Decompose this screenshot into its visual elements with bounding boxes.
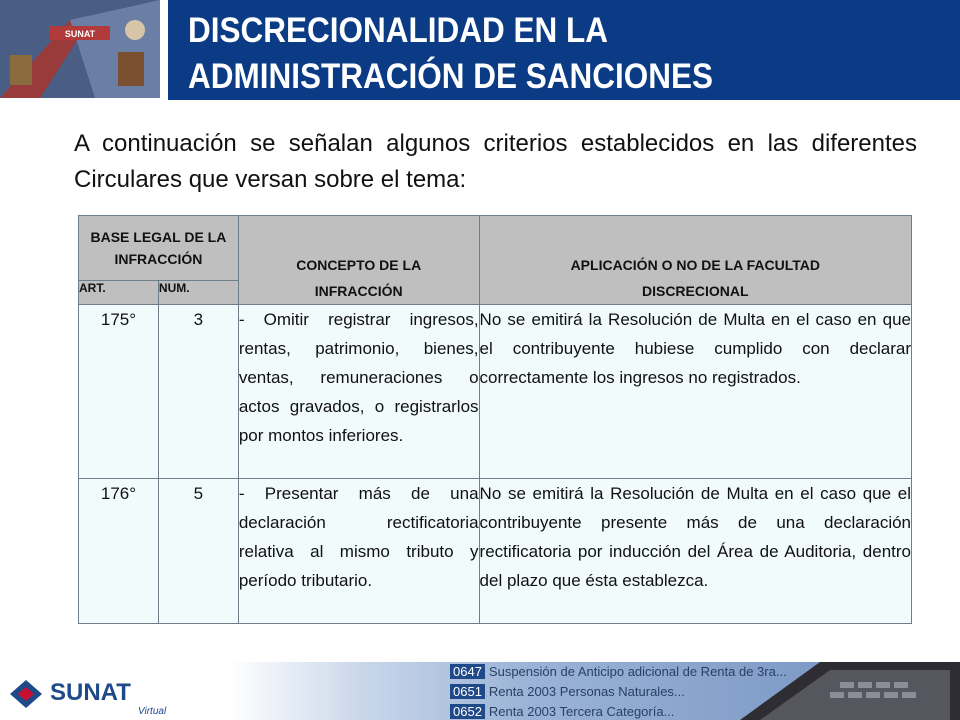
footer-banner [0, 662, 960, 720]
table-row [79, 305, 912, 479]
row-num: 5 [158, 479, 238, 624]
screen-code: 0651 [450, 684, 485, 699]
row-concepto: - Omitir registrar ingresos, rentas, patrimonio, bienes, ventas, remuneraciones o actos gravados, o registrarlos por montos inferiores. [238, 305, 479, 479]
screen-line [450, 684, 685, 699]
screen-text: Suspensión de Anticipo adicional de Renta de 3ra... [488, 664, 787, 679]
header-aplicacion: APLICACIÓN O NO DE LA FACULTAD DISCRECIONAL [479, 216, 911, 305]
screen-code: 0647 [450, 664, 485, 679]
screen-text: Renta 2003 Tercera Categoría... [488, 704, 675, 719]
intro-paragraph: A continuación se señalan algunos criterios establecidos en las diferentes Circulares que versan sobre el tema: [74, 130, 917, 193]
header-num: NUM. [158, 280, 238, 304]
photo-illustration [0, 0, 160, 98]
table-row [79, 479, 912, 624]
row-concepto: - Presentar más de una declaración rectificatoria relativa al mismo tributo y período tributario. [238, 479, 479, 624]
criteria-table [78, 215, 912, 624]
title-line-2: ADMINISTRACIÓN DE SANCIONES [188, 57, 714, 96]
screen-text: Renta 2003 Personas Naturales... [488, 684, 685, 699]
header-art: ART. [79, 280, 159, 304]
logo-subtext: Virtual [138, 706, 167, 716]
row-art: 176° [79, 479, 159, 624]
logo-text: SUNAT [50, 679, 131, 706]
screen-code: 0652 [450, 704, 485, 719]
row-num: 3 [158, 305, 238, 479]
row-aplicacion: No se emitirá la Resolución de Multa en el caso en que el contribuyente hubiese cumplido con declarar correctamente los ingresos no registrados. [479, 305, 911, 479]
row-aplicacion: No se emitirá la Resolución de Multa en el caso que el contribuyente presente más de una declaración rectificatoria por inducción del Área de Auditoria, dentro del plazo que ésta establezca. [479, 479, 911, 624]
sunat-logo [8, 672, 188, 716]
title-line-1: DISCRECIONALIDAD EN LA [188, 11, 609, 50]
page-title [188, 8, 872, 100]
header-concepto: CONCEPTO DE LA INFRACCIÓN [238, 216, 479, 305]
row-art: 175° [79, 305, 159, 479]
laptop-illustration [700, 662, 960, 720]
photo-sign: SUNAT [64, 29, 96, 39]
header-photo [0, 0, 160, 98]
screen-line [450, 704, 674, 719]
header-base-legal: BASE LEGAL DE LA INFRACCIÓN [79, 216, 239, 281]
